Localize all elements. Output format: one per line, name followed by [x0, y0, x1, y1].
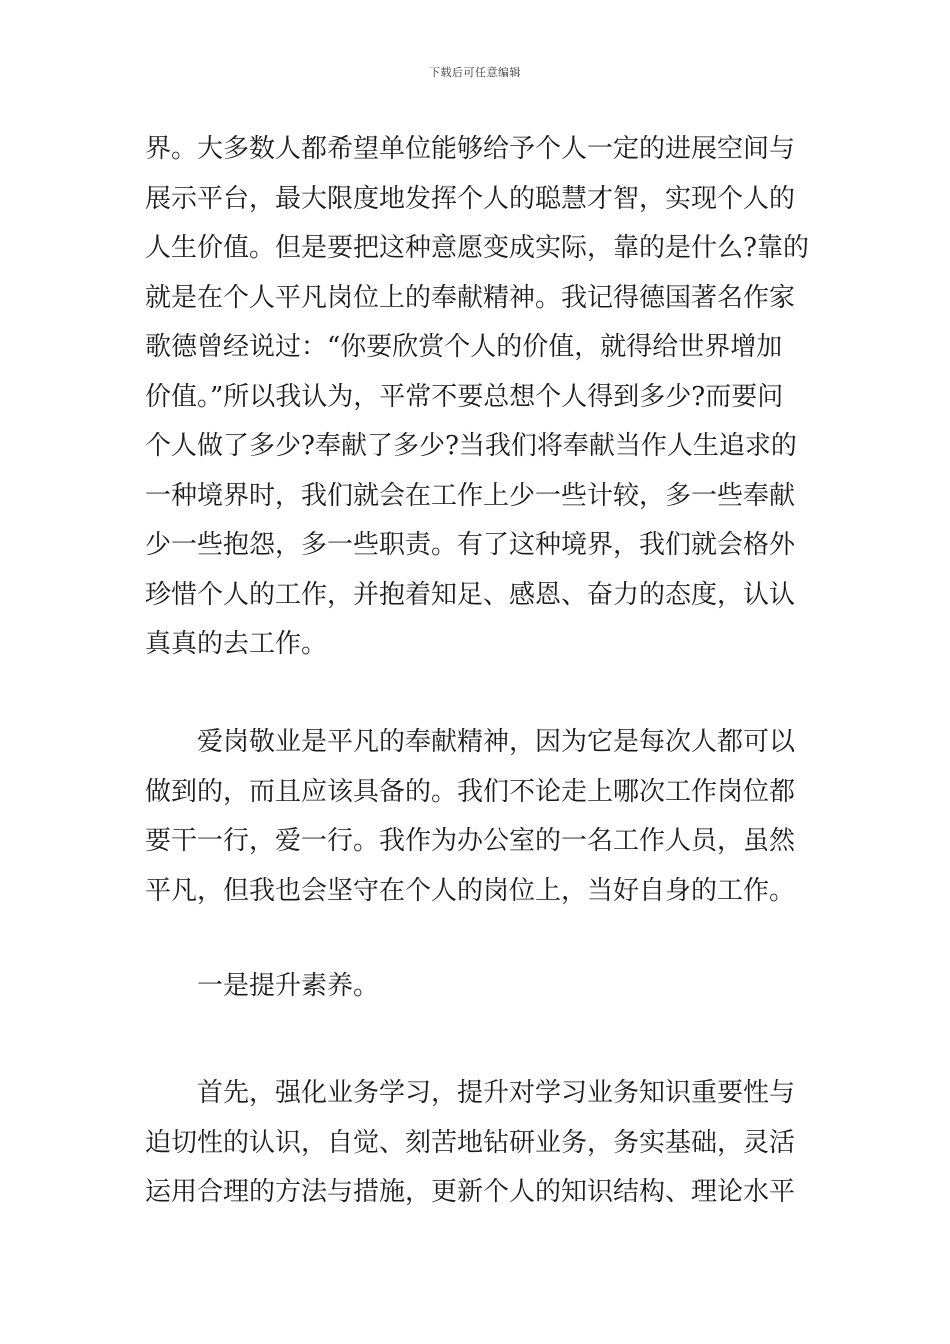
paragraph-line: 一是提升素养。 [197, 971, 380, 1001]
paragraph-line: 首先，强化业务学习，提升对学习业务知识重要性与 [197, 1078, 796, 1108]
paragraph-line: 个人做了多少?奉献了多少?当我们将奉献当作人生追求的 [145, 431, 797, 461]
paragraph-line: 价值。”所以我认为，平常不要总想个人得到多少?而要问 [145, 381, 784, 412]
paragraph-line: 歌德曾经说过：“你要欣赏个人的价值，就得给世界增加 [145, 332, 783, 362]
paragraph-line: 一种境界时，我们就会在工作上少一些计较，多一些奉献 [145, 480, 796, 511]
paragraph-4 [145, 1069, 805, 1218]
paragraph-line: 少一些抱怨，多一些职责。有了这种境界，我们就会格外 [145, 530, 796, 560]
paragraph-line: 平凡，但我也会坚守在个人的岗位上，当好自身的工作。 [145, 875, 796, 906]
paragraph-line: 界。大多数人都希望单位能够给予个人一定的进展空间与 [145, 134, 796, 164]
paragraph-line: 做到的，而且应该具备的。我们不论走上哪次工作岗位都 [145, 776, 796, 807]
paragraph-2 [145, 718, 805, 916]
page-header: 下载后可任意编辑 [429, 66, 521, 79]
paragraph-line: 运用合理的方法与措施，更新个人的知识结构、理论水平 [145, 1177, 796, 1207]
paragraph-line: 展示平台，最大限度地发挥个人的聪慧才智，实现个人的 [145, 183, 796, 214]
paragraph-line: 迫切性的认识，自觉、刻苦地钻研业务，务实基础，灵活 [145, 1127, 796, 1158]
paragraph-line: 就是在个人平凡岗位上的奉献精神。我记得德国著名作家 [145, 282, 796, 313]
paragraph-line: 人生价值。但是要把这种意愿变成实际，靠的是什么?靠的 [145, 233, 809, 263]
paragraph-line: 珍惜个人的工作，并抱着知足、感恩、奋力的态度，认认 [145, 579, 796, 610]
paragraph-1 [145, 125, 809, 670]
paragraph-line: 真真的去工作。 [145, 629, 328, 659]
paragraph-line: 要干一行，爱一行。我作为办公室的一名工作人员，虽然 [145, 826, 796, 856]
paragraph-3 [145, 962, 805, 1012]
paragraph-line: 爱岗敬业是平凡的奉献精神，因为它是每次人都可以 [197, 727, 796, 757]
